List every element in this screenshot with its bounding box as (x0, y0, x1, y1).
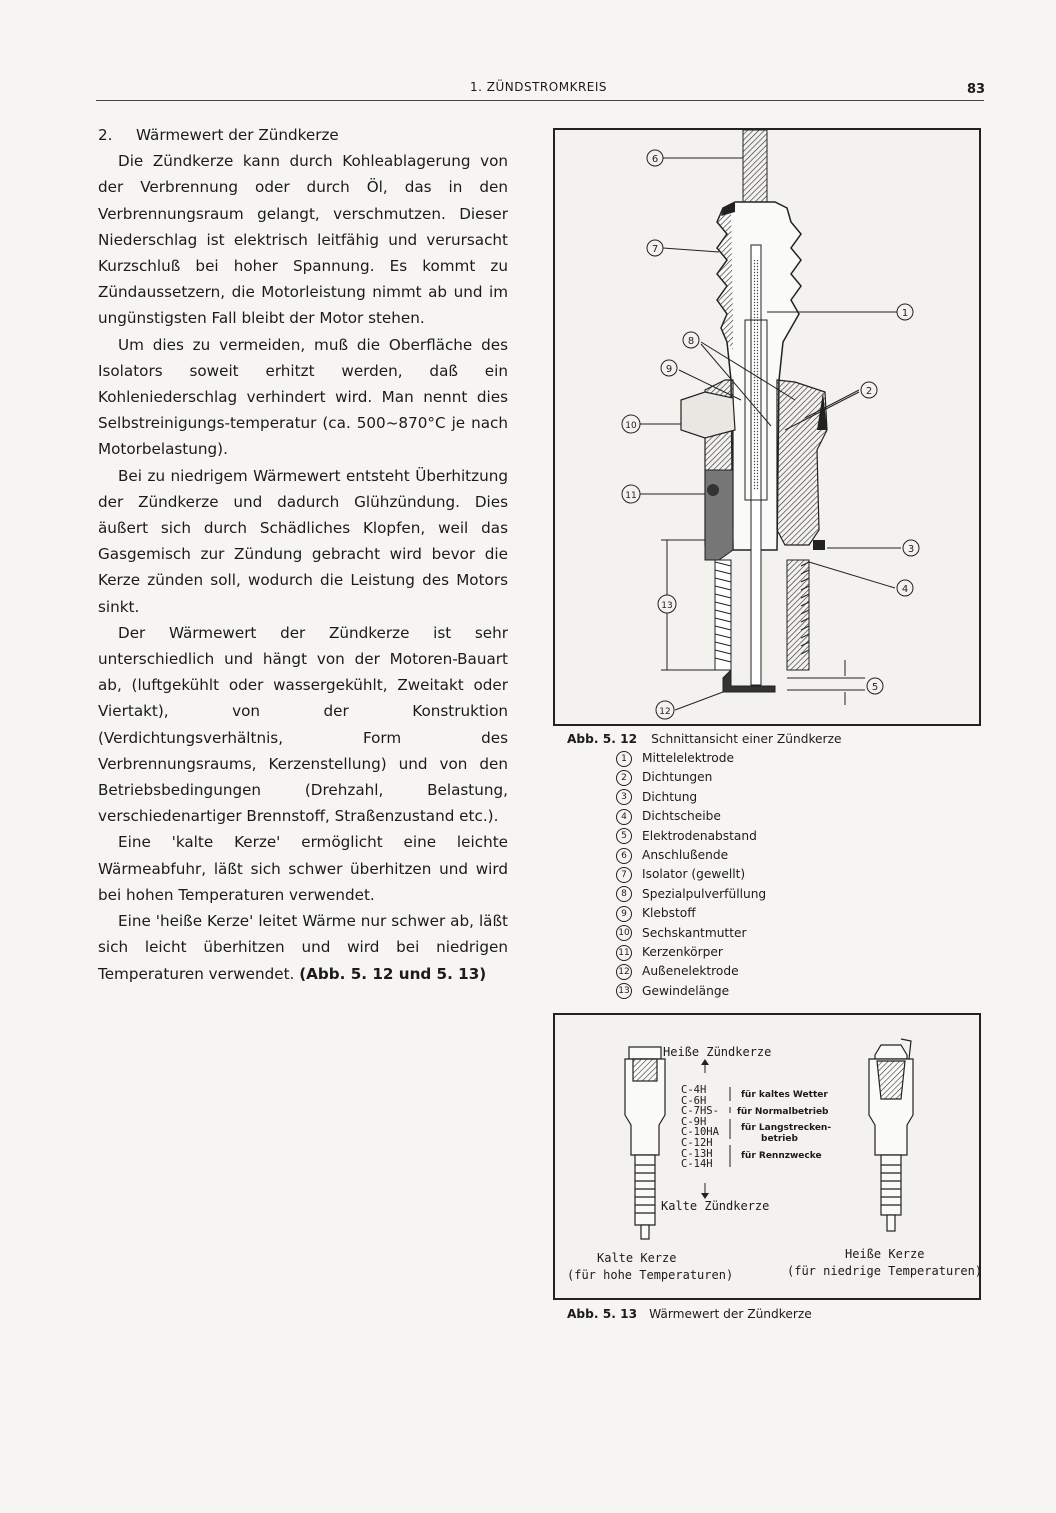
cold-plug-bottom-label: Kalte Zündkerze (661, 1199, 770, 1213)
plug-use: für Normalbetrieb (737, 1106, 829, 1117)
callout-label: 11 (625, 491, 637, 501)
figure-reference: (Abb. 5. 12 und 5. 13) (299, 964, 487, 983)
cold-plug-drawing (625, 1047, 665, 1239)
plug-code: C-6H (681, 1094, 707, 1107)
spark-plug-cross-section-drawing (555, 130, 979, 724)
legend-number: 12 (616, 964, 632, 980)
plug-use: betrieb (761, 1133, 798, 1144)
legend-number: 5 (616, 828, 632, 844)
legend-text: Anschlußende (642, 848, 729, 863)
hot-plug-subtitle: (für niedrige Temperaturen) (787, 1264, 983, 1278)
callout-label: 2 (865, 386, 873, 397)
figure-label: Abb. 5. 13 (567, 1307, 638, 1321)
plug-use-list (737, 1085, 831, 1162)
hot-plug-drawing (869, 1039, 913, 1231)
paragraph (98, 908, 508, 987)
legend-item (616, 904, 766, 923)
plug-use: für Rennzwecke (741, 1151, 822, 1162)
legend-number: 10 (616, 925, 632, 941)
callout-label: 8 (687, 336, 695, 347)
figure-caption-text: Wärmewert der Zündkerze (649, 1307, 812, 1321)
legend-item (616, 865, 766, 884)
plug-code: C-10HA (681, 1126, 719, 1139)
hot-plug-top-label: Heiße Zündkerze (663, 1045, 772, 1059)
plug-code-list (681, 1085, 719, 1170)
callout-label: 10 (625, 421, 637, 431)
plug-code: C-12H (681, 1136, 713, 1149)
section-heading (98, 122, 508, 148)
legend-item (616, 846, 766, 865)
legend-item (616, 885, 766, 904)
plug-code: C-9H (681, 1115, 707, 1128)
legend-number: 1 (616, 751, 632, 767)
paragraph: Die Zündkerze kann durch Kohleablagerung von der Verbrennung oder durch Öl, das in den Verbrennungsraum gelangt, verschmutzen. Dieser Niederschlag ist elektrisch leitfähig und verursacht Kurzschluß bei hoher Spannung. Es kommt zu Zündaussetzern, die Motorleistung nimmt ab und im ungünstigsten Fall bleibt der Motor stehen. (98, 152, 508, 328)
legend-number: 2 (616, 770, 632, 786)
plug-code: C-7HS- (681, 1105, 719, 1118)
legend-item (616, 749, 766, 768)
body-text-column (98, 122, 508, 987)
callout-label: 13 (661, 601, 673, 611)
legend-number: 6 (616, 848, 632, 864)
legend-text: Dichtscheibe (642, 809, 721, 824)
figure-caption-text: Schnittansicht einer Zündkerze (651, 732, 842, 746)
legend-text: Außenelektrode (642, 964, 739, 979)
running-header-title: 1. ZÜNDSTROMKREIS (470, 80, 608, 94)
callout-label: 1 (901, 308, 909, 319)
paragraph: Der Wärmewert der Zündkerze ist sehr unterschiedlich und hängt von der Motoren-Bauart ab, (luftgekühlt oder wassergekühlt, Zweitakt oder Viertakt), von der Konstruktion (Verdichtungsverhältnis, Form des Verbrennungsraums, Kerzenstellung) und von den Betriebsbedingungen (Drehzahl, Belastung, verschiedenartiger Brennstoff, Straßenzustand etc.). (98, 623, 508, 826)
legend-item (616, 807, 766, 826)
plug-code: C-14H (681, 1158, 713, 1171)
figure-label: Abb. 5. 12 (567, 732, 638, 746)
plug-use: für Langstrecken- (741, 1123, 832, 1134)
legend-item (616, 827, 766, 846)
callout-label: 9 (665, 364, 673, 375)
callout-label: 7 (651, 244, 659, 255)
legend-item (616, 962, 766, 981)
legend-number: 4 (616, 809, 632, 825)
callout-label: 4 (901, 584, 909, 595)
legend-item (616, 788, 766, 807)
legend-item (616, 943, 766, 962)
callout-label: 6 (651, 154, 659, 165)
figure-5-12-caption (567, 732, 841, 746)
legend-text: Mittelelektrode (642, 751, 734, 765)
header-rule (96, 100, 984, 101)
paragraph: Um dies zu vermeiden, muß die Oberfläche des Isolators soweit erhitzt werden, daß ein Kohleniederschlag verhindert wird. Man nennt dies Selbstreinigungs-temperatur (ca. 500~870°C je nach Motorbelastung). (98, 335, 508, 459)
legend-item (616, 924, 766, 943)
legend-text: Klebstoff (642, 906, 696, 921)
plug-code: C-13H (681, 1147, 713, 1160)
legend-number: 8 (616, 886, 632, 902)
figure-5-13-caption (567, 1307, 812, 1321)
cold-plug-subtitle: (für hohe Temperaturen) (567, 1268, 734, 1282)
legend-item (616, 768, 766, 787)
legend-number: 11 (616, 945, 632, 961)
legend-number: 7 (616, 867, 632, 883)
paragraph: Eine 'kalte Kerze' ermöglicht eine leichte Wärmeabfuhr, läßt sich schwer überhitzen und wird bei hohen Temperaturen verwendet. (98, 833, 508, 904)
callout-label: 5 (871, 682, 879, 693)
legend-text: Gewindelänge (642, 983, 730, 998)
legend-number: 9 (616, 906, 632, 922)
section-title: Wärmewert der Zündkerze (136, 126, 339, 144)
legend-text: Kerzenkörper (642, 945, 723, 960)
callout-label: 3 (907, 544, 915, 555)
callout-label: 12 (659, 707, 671, 717)
cold-plug-title: Kalte Kerze (597, 1251, 677, 1265)
section-number: 2. (98, 126, 113, 144)
legend-text: Spezialpulverfüllung (642, 886, 767, 901)
paragraph-text: Eine 'heiße Kerze' leitet Wärme nur schwer ab, läßt sich leicht überhitzen und wird bei niedrigen Temperaturen verwendet. (98, 912, 508, 983)
heat-range-figure (553, 1013, 981, 1300)
plug-use: für kaltes Wetter (741, 1090, 828, 1100)
legend-number: 3 (616, 789, 632, 805)
plug-code: C-4H (681, 1084, 707, 1096)
spark-plug-cross-section-figure (553, 128, 981, 726)
legend-text: Sechskantmutter (642, 925, 747, 940)
legend-item (616, 982, 766, 1001)
legend-text: Isolator (gewellt) (642, 867, 746, 882)
legend-text: Dichtung (642, 789, 698, 804)
legend-text: Elektrodenabstand (642, 828, 757, 843)
page-number: 83 (967, 82, 986, 97)
legend-number: 13 (616, 983, 632, 999)
figure-5-12-legend (616, 749, 766, 1001)
legend-text: Dichtungen (642, 770, 713, 785)
hot-plug-title: Heiße Kerze (845, 1247, 925, 1261)
paragraph: Bei zu niedrigem Wärmewert entsteht Überhitzung der Zündkerze und dadurch Glühzündung. Dies äußert sich durch Schädliches Klopfen, weil das Gasgemisch zur Zündung gebracht wird bevor die Kerze zünden soll, wodurch die Leistung des Motors sinkt. (98, 466, 508, 616)
